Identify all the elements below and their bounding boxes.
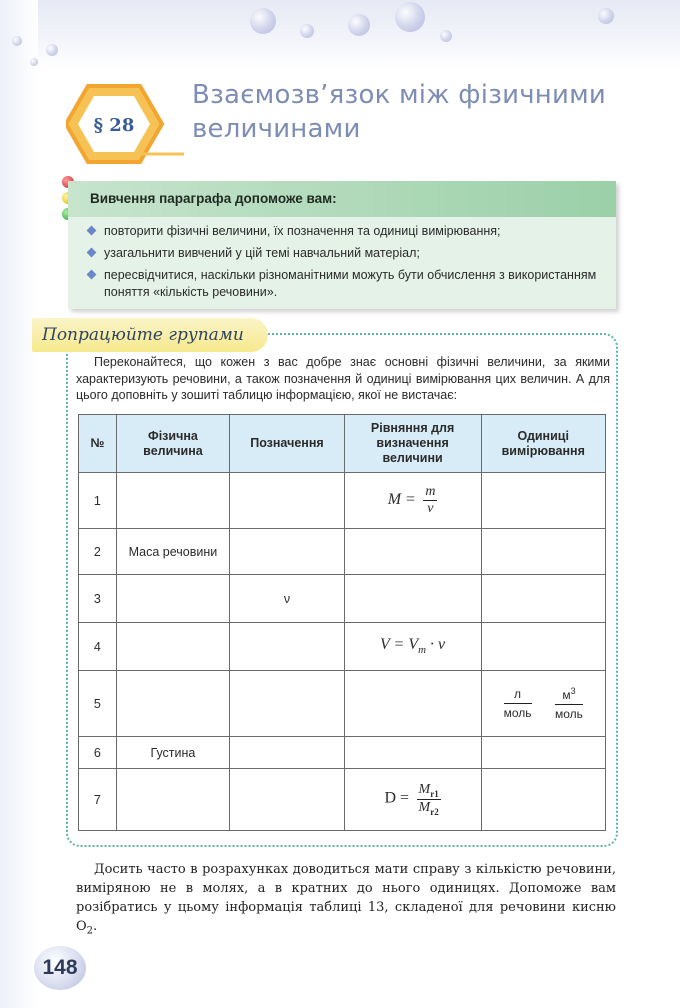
goals-heading: Вивчення параграфа допоможе вам: (68, 181, 616, 217)
title-line-2: величинами (192, 114, 361, 144)
unit-numerator: л (504, 687, 532, 704)
bubble-decoration (250, 8, 276, 34)
goal-text: повторити фізичні величини, їх позначення та одиниці вимірювання; (104, 224, 501, 238)
cell-units (481, 575, 606, 623)
goals-list (68, 223, 616, 301)
table-row (79, 473, 606, 529)
cell-equation (344, 529, 481, 575)
unit-fraction (555, 686, 583, 721)
col-header-num: № (79, 415, 117, 473)
cell-symbol (230, 671, 344, 737)
cell-num: 1 (79, 473, 117, 529)
cell-equation (344, 769, 481, 831)
col-header-units: Одиниці вимірювання (481, 415, 606, 473)
cell-quantity (116, 671, 230, 737)
fraction-numerator (417, 782, 441, 800)
cell-quantity (116, 473, 230, 529)
body-paragraph (76, 860, 616, 941)
paragraph-text: Досить часто в розрахунках доводиться мати справу з кількістю речовини, виміряною не в молях, а в кратних до нього одиницях. Допоможе вам розібратись у цьому інформація таблиці 13, складеної для речовини кисню O (76, 862, 616, 934)
cell-equation (344, 473, 481, 529)
quantities-table (78, 414, 606, 831)
col-header-symbol: Позначення (230, 415, 344, 473)
cell-equation (344, 737, 481, 769)
col-header-equation: Рівняння для визначення величини (344, 415, 481, 473)
bullet-diamond-icon (87, 226, 97, 236)
title-line-1: Взаємозв’язок між фізичними (192, 80, 607, 110)
cell-units (481, 473, 606, 529)
left-margin-decoration (0, 0, 38, 1008)
formula-tail: · ν (426, 636, 446, 654)
cell-num: 7 (79, 769, 117, 831)
goals-box (68, 181, 616, 309)
page-number: 148 (34, 946, 86, 990)
cell-quantity: Густина (116, 737, 230, 769)
bubble-decoration (300, 24, 314, 38)
list-item (88, 267, 600, 301)
formula-lhs: D = (384, 789, 410, 807)
bubble-decoration (46, 44, 58, 56)
unit-base: м (562, 688, 571, 702)
fraction-denominator: ν (427, 501, 434, 516)
cell-quantity: Маса речовини (116, 529, 230, 575)
bullet-diamond-icon (87, 270, 97, 280)
formula-volume (380, 636, 446, 657)
formula-lhs: M = (387, 490, 416, 508)
page-title (192, 78, 612, 146)
formula-symbol: M (418, 782, 431, 798)
bubble-decoration (348, 14, 370, 36)
intro-text: Переконайтеся, що кожен з вас добре знає основні фізичні величини, за якими характеризують речовини, а також позначення й одиниці вимірювання цих величин. А для цього доповніть у зошиті таблицю інформацією, якої не вистачає: (76, 355, 610, 402)
section-number: § 28 (93, 115, 135, 136)
bubble-decoration (440, 30, 452, 42)
list-item (88, 245, 600, 262)
formula-subscript: r2 (430, 806, 439, 817)
cell-quantity (116, 623, 230, 671)
formula-subscript: m (418, 644, 427, 657)
formula-symbol: M (418, 800, 431, 815)
unit-exponent: 3 (570, 686, 576, 696)
table-row (79, 737, 606, 769)
unit-numerator (555, 686, 583, 705)
fraction-denominator (417, 800, 441, 817)
list-item (88, 223, 600, 240)
bubble-decoration (12, 36, 22, 46)
table-row (79, 769, 606, 831)
cell-quantity (116, 575, 230, 623)
unit-denominator: моль (503, 706, 532, 720)
paragraph-subscript: 2 (86, 925, 94, 937)
cell-num: 3 (79, 575, 117, 623)
cell-num: 4 (79, 623, 117, 671)
table-row (79, 623, 606, 671)
unit-fraction (504, 687, 532, 720)
bullet-diamond-icon (87, 248, 97, 258)
cell-units (481, 769, 606, 831)
fraction (417, 782, 441, 817)
fraction-numerator: m (425, 484, 436, 499)
cell-equation (344, 671, 481, 737)
table-row (79, 529, 606, 575)
paragraph-end: . (93, 919, 98, 934)
cell-units (481, 623, 606, 671)
cell-num: 2 (79, 529, 117, 575)
cell-equation (344, 623, 481, 671)
cell-num: 6 (79, 737, 117, 769)
group-work-label: Попрацюйте групами (32, 318, 268, 352)
formula-subscript: r1 (430, 789, 439, 799)
header-decoration (0, 0, 680, 70)
cell-symbol (230, 769, 344, 831)
goal-text: узагальнити вивчений у цій темі навчальний матеріал; (104, 246, 420, 260)
cell-symbol (230, 529, 344, 575)
bubble-decoration (30, 58, 38, 66)
cell-symbol (230, 623, 344, 671)
cell-units (481, 671, 606, 737)
section-badge (66, 76, 186, 166)
table-row (79, 575, 606, 623)
fraction (423, 484, 437, 517)
cell-units (481, 529, 606, 575)
cell-units (481, 737, 606, 769)
cell-symbol: ν (230, 575, 344, 623)
bubble-decoration (598, 8, 614, 24)
cell-symbol (230, 737, 344, 769)
bubble-decoration (395, 2, 425, 32)
cell-num: 5 (79, 671, 117, 737)
cell-equation (344, 575, 481, 623)
formula-text: V = V (380, 636, 419, 654)
unit-denominator: моль (554, 707, 583, 721)
goal-text: пересвідчитися, наскільки різноманітними можуть бути обчислення з використанням поняття «кількість речовини». (104, 268, 597, 299)
group-work-intro (76, 354, 610, 404)
col-header-quantity: Фізична величина (116, 415, 230, 473)
table-row (79, 671, 606, 737)
cell-symbol (230, 473, 344, 529)
cell-quantity (116, 769, 230, 831)
